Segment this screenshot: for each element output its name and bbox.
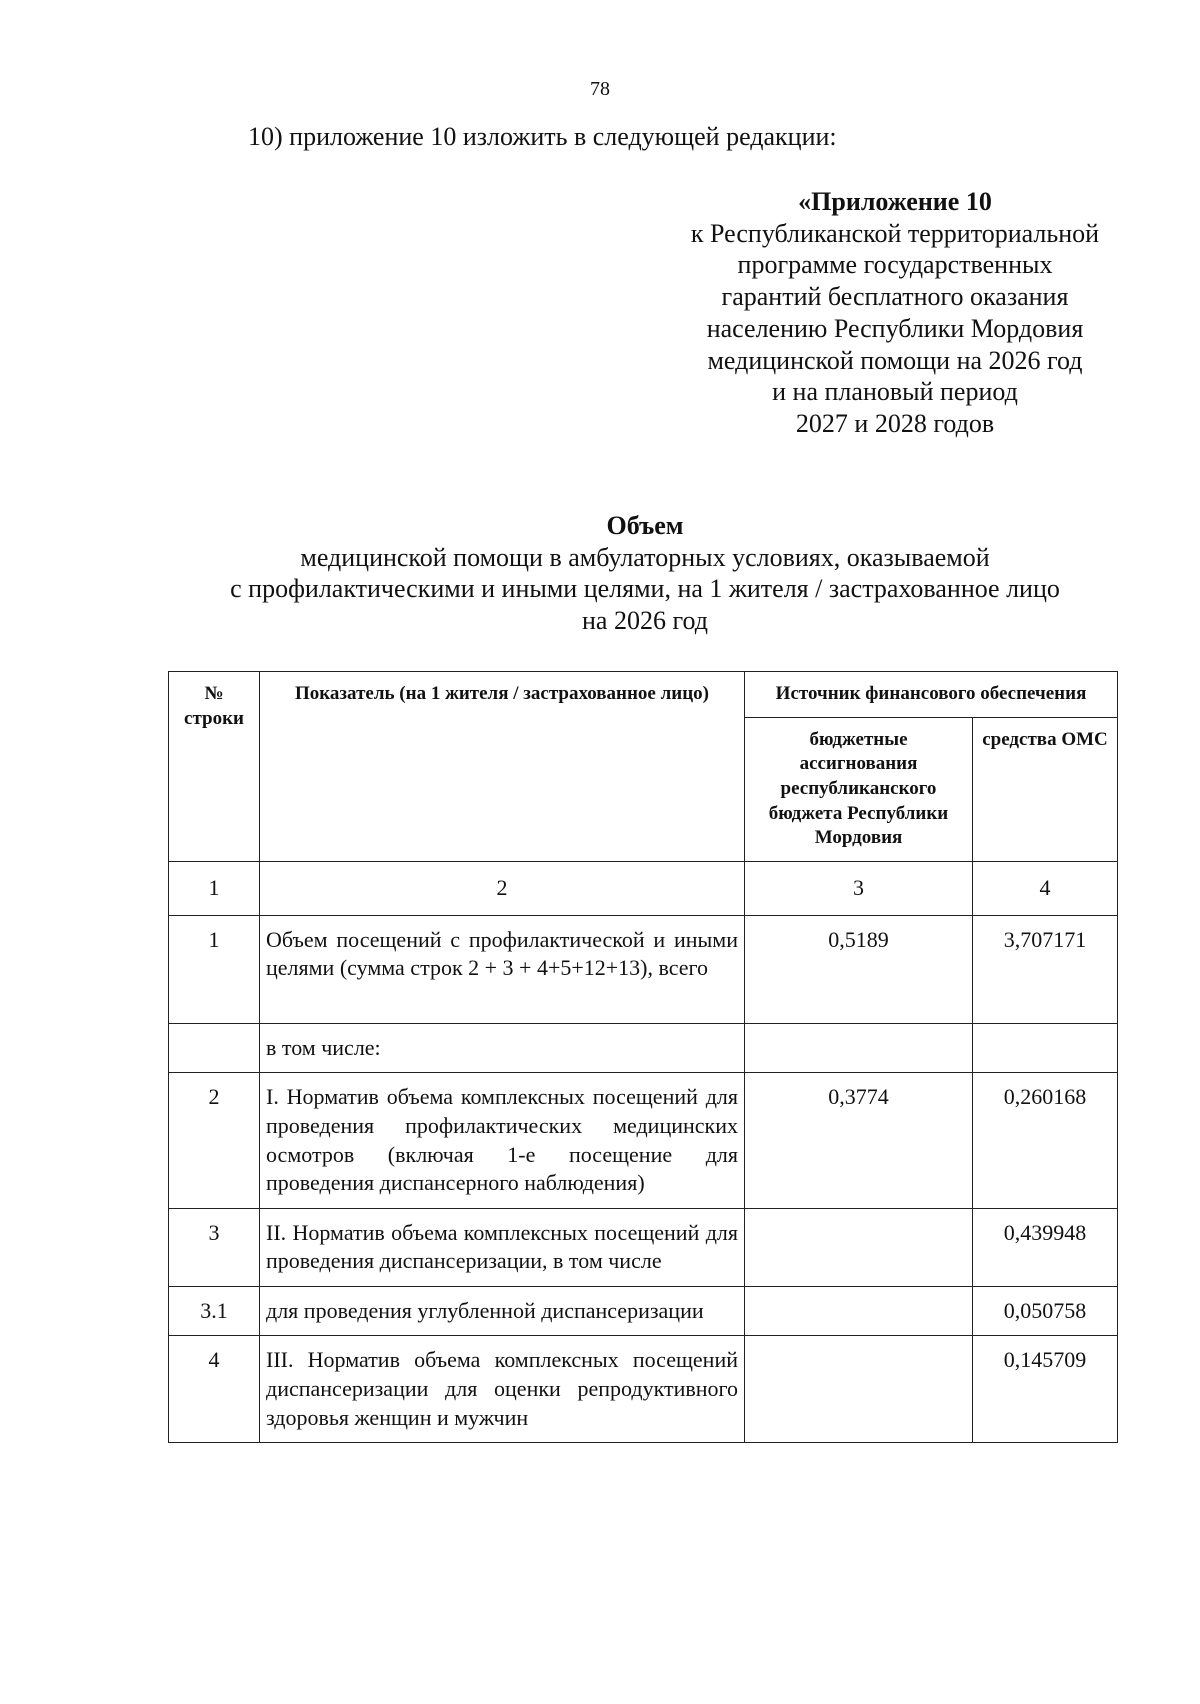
table-row — [169, 1208, 1118, 1286]
column-index: 2 — [260, 862, 745, 916]
row-budget-value — [745, 1336, 973, 1443]
appendix-heading: «Приложение 10 — [798, 187, 992, 216]
row-oms-value: 0,439948 — [973, 1208, 1118, 1286]
table-row — [169, 1023, 1118, 1073]
table-row — [169, 1073, 1118, 1208]
title-line: медицинской помощи в амбулаторных условиях, оказываемой — [300, 542, 990, 572]
header-budget: бюджетные ассигнования республиканского бюджета Республики Мордовия — [745, 717, 973, 861]
row-number: 2 — [169, 1073, 260, 1208]
header-oms: средства ОМС — [973, 717, 1118, 861]
row-number: 4 — [169, 1336, 260, 1443]
row-budget-value — [745, 1208, 973, 1286]
table-row — [169, 1336, 1118, 1443]
column-index-row — [169, 862, 1118, 916]
appendix-line: населению Республики Мордовия — [706, 313, 1084, 343]
row-budget-value — [745, 1286, 973, 1336]
row-indicator: для проведения углубленной диспансеризации — [260, 1286, 745, 1336]
appendix-line: 2027 и 2028 годов — [795, 409, 995, 439]
amendment-intro: 10) приложение 10 изложить в следующей редакции: — [248, 122, 837, 151]
row-oms-value: 0,260168 — [973, 1073, 1118, 1208]
column-index: 3 — [745, 862, 973, 916]
row-budget-value — [745, 1023, 973, 1073]
header-source: Источник финансового обеспечения — [745, 672, 1118, 718]
appendix-line: медицинской помощи на 2026 год — [707, 345, 1083, 375]
row-indicator: Объем посещений с профилактической и иными целями (сумма строк 2 + 3 + 4+5+12+13), всего — [260, 915, 745, 1023]
header-row-no: № строки — [169, 672, 260, 862]
page-number: 78 — [590, 78, 610, 100]
header-indicator: Показатель (на 1 жителя / застрахованное лицо) — [260, 672, 745, 862]
row-budget-value: 0,3774 — [745, 1073, 973, 1208]
title-main: Объем — [606, 511, 684, 540]
row-number: 1 — [169, 915, 260, 1023]
row-budget-value: 0,5189 — [745, 915, 973, 1023]
table-row — [169, 915, 1118, 1023]
row-indicator: I. Норматив объема комплексных посещений для проведения профилактических медицинских осмотров (включая 1-е посещение для проведения диспансерного наблюдения) — [260, 1073, 745, 1208]
row-oms-value: 3,707171 — [973, 915, 1118, 1023]
appendix-line: гарантий бесплатного оказания — [721, 282, 1069, 312]
row-oms-value — [973, 1023, 1118, 1073]
row-number: 3.1 — [169, 1286, 260, 1336]
appendix-line: к Республиканской территориальной — [690, 218, 1100, 248]
column-index: 1 — [169, 862, 260, 916]
row-indicator: III. Норматив объема комплексных посещений диспансеризации для оценки репродуктивного здоровья женщин и мужчин — [260, 1336, 745, 1443]
title-line: на 2026 год — [582, 606, 708, 636]
table-row — [169, 1286, 1118, 1336]
row-indicator: в том числе: — [260, 1023, 745, 1073]
appendix-line: и на плановый период — [772, 377, 1018, 407]
volume-table — [168, 671, 1118, 1443]
appendix-line: программе государственных — [737, 250, 1053, 280]
row-oms-value: 0,145709 — [973, 1336, 1118, 1443]
row-indicator: II. Норматив объема комплексных посещений для проведения диспансеризации, в том числе — [260, 1208, 745, 1286]
appendix-header — [660, 186, 1130, 440]
document-title — [150, 510, 1140, 637]
row-number: 3 — [169, 1208, 260, 1286]
row-oms-value: 0,050758 — [973, 1286, 1118, 1336]
title-line: с профилактическими и иными целями, на 1 жителя / застрахованное лицо — [230, 574, 1060, 604]
row-number — [169, 1023, 260, 1073]
column-index: 4 — [973, 862, 1118, 916]
